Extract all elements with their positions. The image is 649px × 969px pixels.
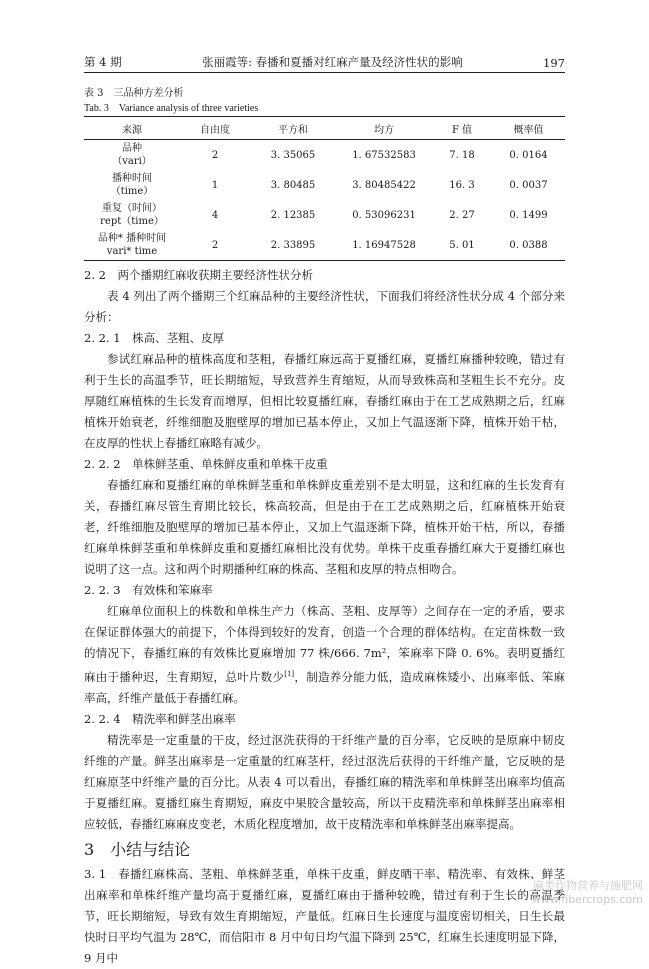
section-heading-2-2-2: 2. 2. 2 单株鲜茎重、单株鲜皮重和单株干皮重 <box>84 457 328 471</box>
f-cell: 7. 18 <box>449 149 475 161</box>
section-2-2-1-paragraph: 参试红麻品种的植株高度和茎粗，春播红麻远高于夏播红麻，夏播红麻播种较晚，错过有利于生长的高温季节，旺长期缩短，导致营养生育缩短，从而导致株高和茎粗生长不充分。皮厚随红麻植株的生长发育而增厚，但相比较夏播红麻，春播红麻由于在工艺成熟期之后，红麻植株开始衰老，纤维细胞及胞壁厚的增加已基本停止，又加上气温逐渐下降，植株开始干枯，在皮厚的性状上春播红麻略有减少。 <box>84 352 565 450</box>
source-sublabel: （time） <box>110 186 154 197</box>
section-heading-2-2-1: 2. 2. 1 株高、茎粗、皮厚 <box>84 331 225 345</box>
column-header: 均方 <box>336 117 432 140</box>
table-header-row <box>84 117 565 140</box>
source-sublabel: rept（time） <box>100 216 164 227</box>
p-cell: 0. 0164 <box>509 149 548 161</box>
f-cell: 5. 01 <box>432 230 492 261</box>
p-cell: 0. 0037 <box>509 179 548 191</box>
source-cell <box>84 200 180 230</box>
variance-table <box>84 116 565 261</box>
citation-ref: [1] <box>284 670 295 678</box>
ss-cell: 3. 80485 <box>270 179 316 191</box>
table-row <box>84 170 565 200</box>
table-row <box>84 200 565 230</box>
ss-cell: 2. 12385 <box>270 209 316 221</box>
paragraph-text: 红麻单位面积上的株数和单株生产力（株高、茎粗、皮厚等）之间存在一定的矛盾，要求在保证群体强大的前提下，个体得到较好的发育，创造一个合理的群体结构。在定苗株数一致的情况下，春播红麻的有效株比夏麻增加 77 株/666. 7m²，笨麻率下降 0. 6%。表明夏播红麻由于播种迟，生育期短，总叶片数少 <box>84 604 565 684</box>
source-sublabel: （vari） <box>112 156 152 167</box>
source-label: 品种 <box>122 143 142 154</box>
running-title: 张丽霞等: 春播和夏播对红麻产量及经济性状的影响 <box>202 55 463 69</box>
section-2-2-intro: 表 4 列出了两个播期三个红麻品种的主要经济性状，下面我们将经济性状分成 4 个部分来分析： <box>84 289 565 324</box>
source-cell <box>84 230 180 261</box>
column-header: 平方和 <box>250 117 336 140</box>
ms-cell: 3. 80485422 <box>352 179 416 191</box>
source-cell <box>84 140 180 171</box>
ss-cell: 2. 33895 <box>250 230 336 261</box>
f-cell: 16. 3 <box>449 179 475 191</box>
column-header: 概率值 <box>492 117 565 140</box>
source-sublabel: vari* time <box>106 246 158 257</box>
ms-cell: 1. 16947528 <box>336 230 432 261</box>
column-header: 自由度 <box>180 117 250 140</box>
source-cell <box>84 170 180 200</box>
header-rule <box>84 72 565 73</box>
watermark-url: www.fibercrops.com <box>531 893 643 906</box>
table-caption-cn: 表 3 三品种方差分析 <box>84 88 184 99</box>
table-row <box>84 140 565 171</box>
table-row <box>84 230 565 261</box>
ms-cell: 1. 67532583 <box>352 149 416 161</box>
ms-cell: 0. 53096231 <box>352 209 416 221</box>
section-3-1-paragraph: 3. 1 春播红麻株高、茎粗、单株鲜茎重，单株干皮重，鲜皮晒干率、精洗率、有效株、鲜茎出麻率和单株纤维产量均高于夏播红麻，夏播红麻由于播种较晚，错过有利于生长的高温季节，旺长期缩短，导致有效生育期缩短，产量低。红麻日生长速度与温度密切相关，日生长最快时日平均气温为 28℃，而信阳市 8 月中旬日均气温下降到 25℃，红麻生长速度明显下降，9 月中 <box>84 866 565 965</box>
df-cell: 1 <box>211 179 219 191</box>
section-2-2-2-paragraph: 春播红麻和夏播红麻的单株鲜茎重和单株鲜皮重差别不是太明显，这和红麻的生长发育有关，春播红麻尽管生育期比较长，株高较高，但是由于在工艺成熟期之后，红麻植株开始衰老，纤维细胞及胞壁厚的增加已基本停止，又加上气温逐渐下降，植株开始干枯，所以，春播红麻单株鲜茎重和单株鲜皮重和夏播红麻相比没有优势。单株干皮重春播红麻大于夏播红麻也说明了这一点。这和两个时期播种红麻的株高、茎粗和皮厚的特点相吻合。 <box>84 478 565 576</box>
ss-cell: 3. 35065 <box>270 149 316 161</box>
f-cell: 2. 27 <box>449 209 475 221</box>
section-heading-3: 3 小结与结论 <box>84 839 191 859</box>
source-label: 品种* 播种时间 <box>97 233 167 244</box>
table-caption-en: Tab. 3 Variance analysis of three varieties <box>84 103 259 114</box>
watermark-name: 麻类作物营养与施肥网 <box>533 879 643 892</box>
source-label: 播种时间 <box>112 173 152 184</box>
df-cell: 2 <box>211 149 219 161</box>
df-cell: 4 <box>211 209 219 221</box>
body-text <box>84 265 565 969</box>
section-heading-2-2: 2. 2 两个播期红麻收获期主要经济性状分析 <box>84 268 313 282</box>
column-header: 来源 <box>84 117 180 140</box>
site-watermark <box>515 879 643 911</box>
page-number: 197 <box>543 56 565 70</box>
section-2-2-4-paragraph: 精洗率是一定重量的干皮，经过沤洗获得的干纤维产量的百分率，它反映的是原麻中韧皮纤维的产量。鲜茎出麻率是一定重量的红麻茎杆，经过沤洗后获得的干纤维产量，它反映的是红麻原茎中纤维产量的百分比。从表 4 可以看出，春播红麻的精洗率和单株鲜茎出麻率均值高于夏播红麻。夏播红麻生育期短，麻皮中果胶含量较高，所以干皮精洗率和单株鲜茎出麻率相应较低，春播红麻麻皮变老，木质化程度增加，故干皮精洗率和单株鲜茎出麻率提高。 <box>84 732 565 831</box>
p-cell: 0. 1499 <box>509 209 548 221</box>
paragraph-text: ，制造养分能力低，造成麻株矮小、出麻率低、笨麻率高，纤维产量低于春播红麻。 <box>84 669 566 705</box>
column-header: F 值 <box>432 117 492 140</box>
section-heading-2-2-3: 2. 2. 3 有效株和笨麻率 <box>84 583 213 597</box>
p-cell: 0. 0388 <box>492 230 565 261</box>
running-header <box>84 52 565 70</box>
section-heading-2-2-4: 2. 2. 4 精洗率和鲜茎出麻率 <box>84 711 236 726</box>
section-2-2-3-paragraph <box>84 601 565 709</box>
df-cell: 2 <box>180 230 250 261</box>
source-label: 重复（时间） <box>102 203 162 214</box>
issue-number: 第 4 期 <box>84 55 122 69</box>
